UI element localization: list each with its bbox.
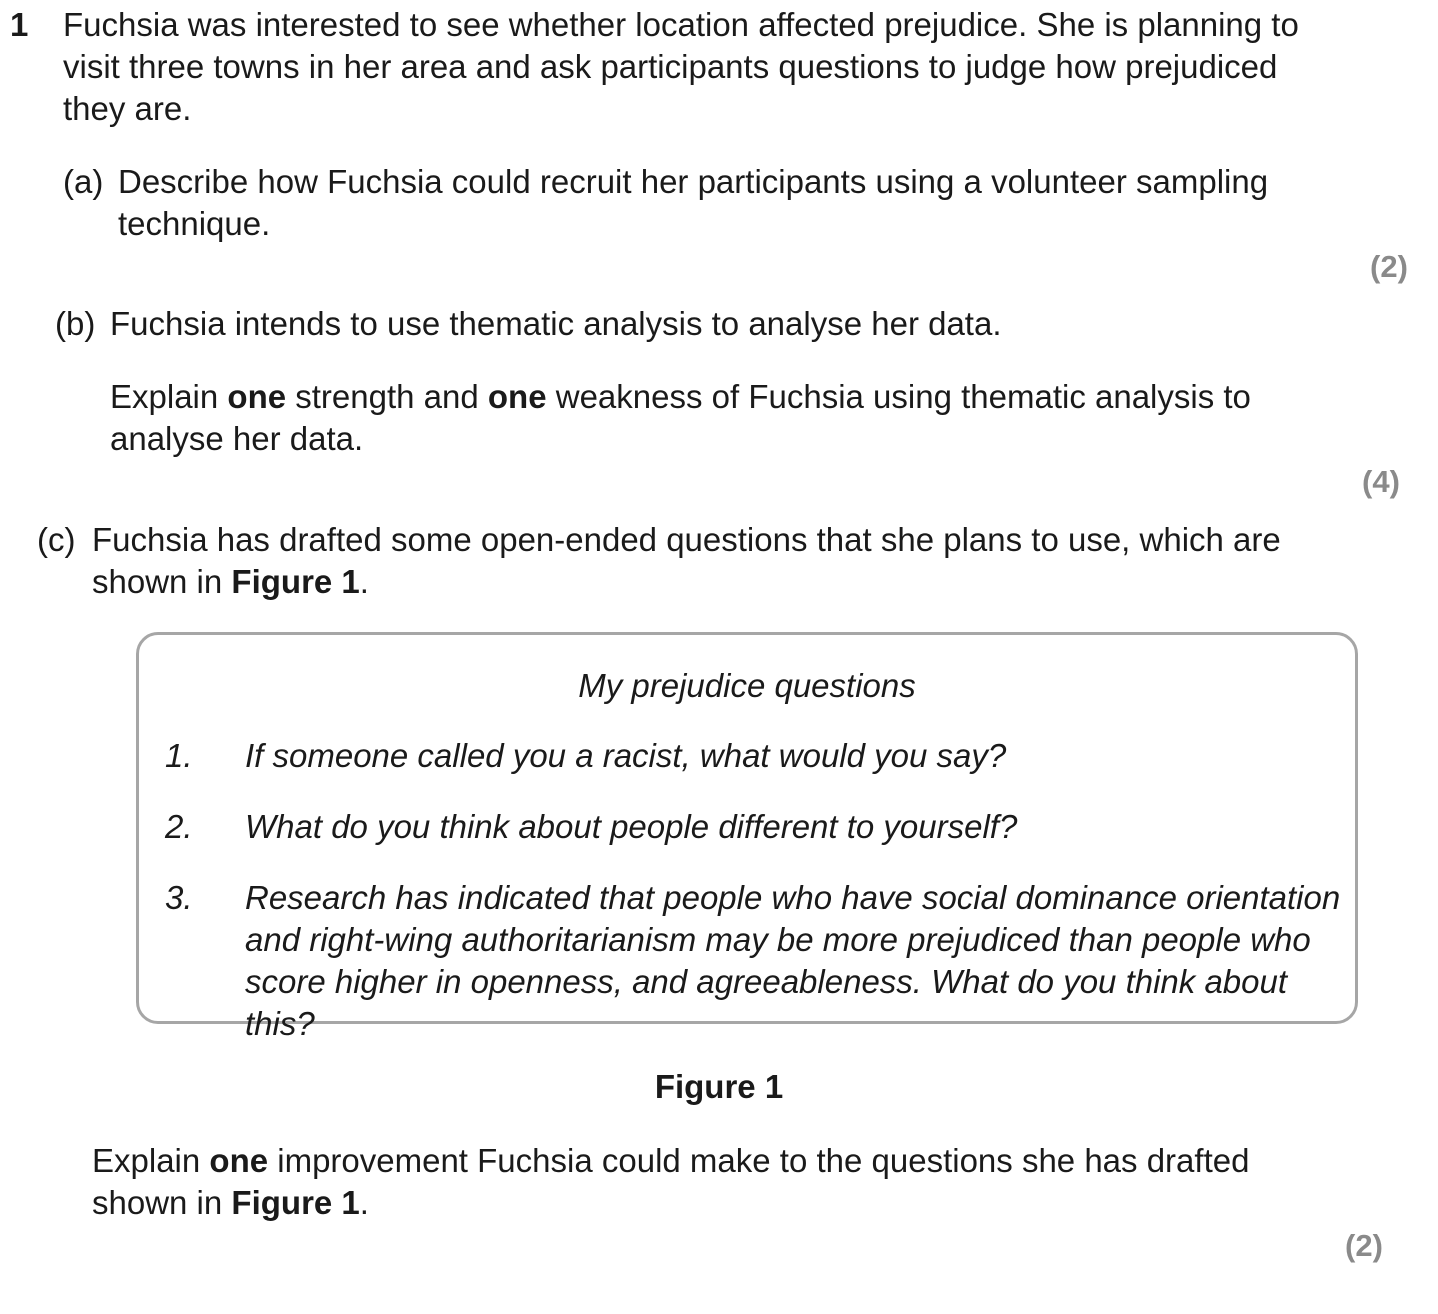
part-c-task-line: Explain one improvement Fuchsia could make to the questions she has drafted xyxy=(92,1142,1250,1179)
figure-question-text: If someone called you a racist, what would you say? xyxy=(245,737,1007,774)
part-b-intro: Fuchsia intends to use thematic analysis to analyse her data. xyxy=(110,305,1002,342)
figure-question-text: What do you think about people different to yourself? xyxy=(245,808,1018,845)
part-a-line: Describe how Fuchsia could recruit her participants using a volunteer sampling xyxy=(118,163,1269,200)
part-c-intro-line: Fuchsia has drafted some open-ended questions that she plans to use, which are xyxy=(92,521,1281,558)
figure-question-number: 1. xyxy=(165,737,193,774)
figure-question-line: Research has indicated that people who have social dominance orientation xyxy=(245,879,1341,916)
part-c-task-line: shown in Figure 1. xyxy=(92,1184,369,1221)
figure-question-line: score higher in openness, and agreeableness. What do you think about this? xyxy=(245,963,1288,1042)
part-c-task xyxy=(92,1140,1382,1224)
part-c-marks: (2) xyxy=(1345,1228,1383,1263)
question-stem xyxy=(63,4,1403,130)
part-b-explain-line: Explain one strength and one weakness of Fuchsia using thematic analysis to xyxy=(110,378,1251,415)
figure-question-number: 3. xyxy=(165,879,193,916)
question-number: 1 xyxy=(10,6,29,43)
part-b-label: (b) xyxy=(55,305,96,342)
figure-title: My prejudice questions xyxy=(578,667,916,704)
part-b-explain xyxy=(110,376,1390,460)
figure-question-text xyxy=(245,877,1355,1045)
figure-question-number: 2. xyxy=(165,808,193,845)
part-c-intro-line: shown in Figure 1. xyxy=(92,563,369,600)
part-b-marks: (4) xyxy=(1362,464,1400,499)
part-a-text xyxy=(118,161,1378,245)
stem-line: they are. xyxy=(63,90,192,127)
part-a-label: (a) xyxy=(63,163,104,200)
stem-line: Fuchsia was interested to see whether location affected prejudice. She is planning to xyxy=(63,6,1299,43)
figure-caption: Figure 1 xyxy=(654,1068,784,1105)
part-b-explain-line: analyse her data. xyxy=(110,420,364,457)
figure-question-line: and right-wing authoritarianism may be more prejudiced than people who xyxy=(245,921,1311,958)
part-c-label: (c) xyxy=(37,521,76,558)
part-a-marks: (2) xyxy=(1370,249,1408,284)
figure-1-box xyxy=(136,632,1358,1042)
part-a-line: technique. xyxy=(118,205,271,242)
stem-line: visit three towns in her area and ask participants questions to judge how prejudiced xyxy=(63,48,1278,85)
part-c-intro xyxy=(92,519,1382,603)
